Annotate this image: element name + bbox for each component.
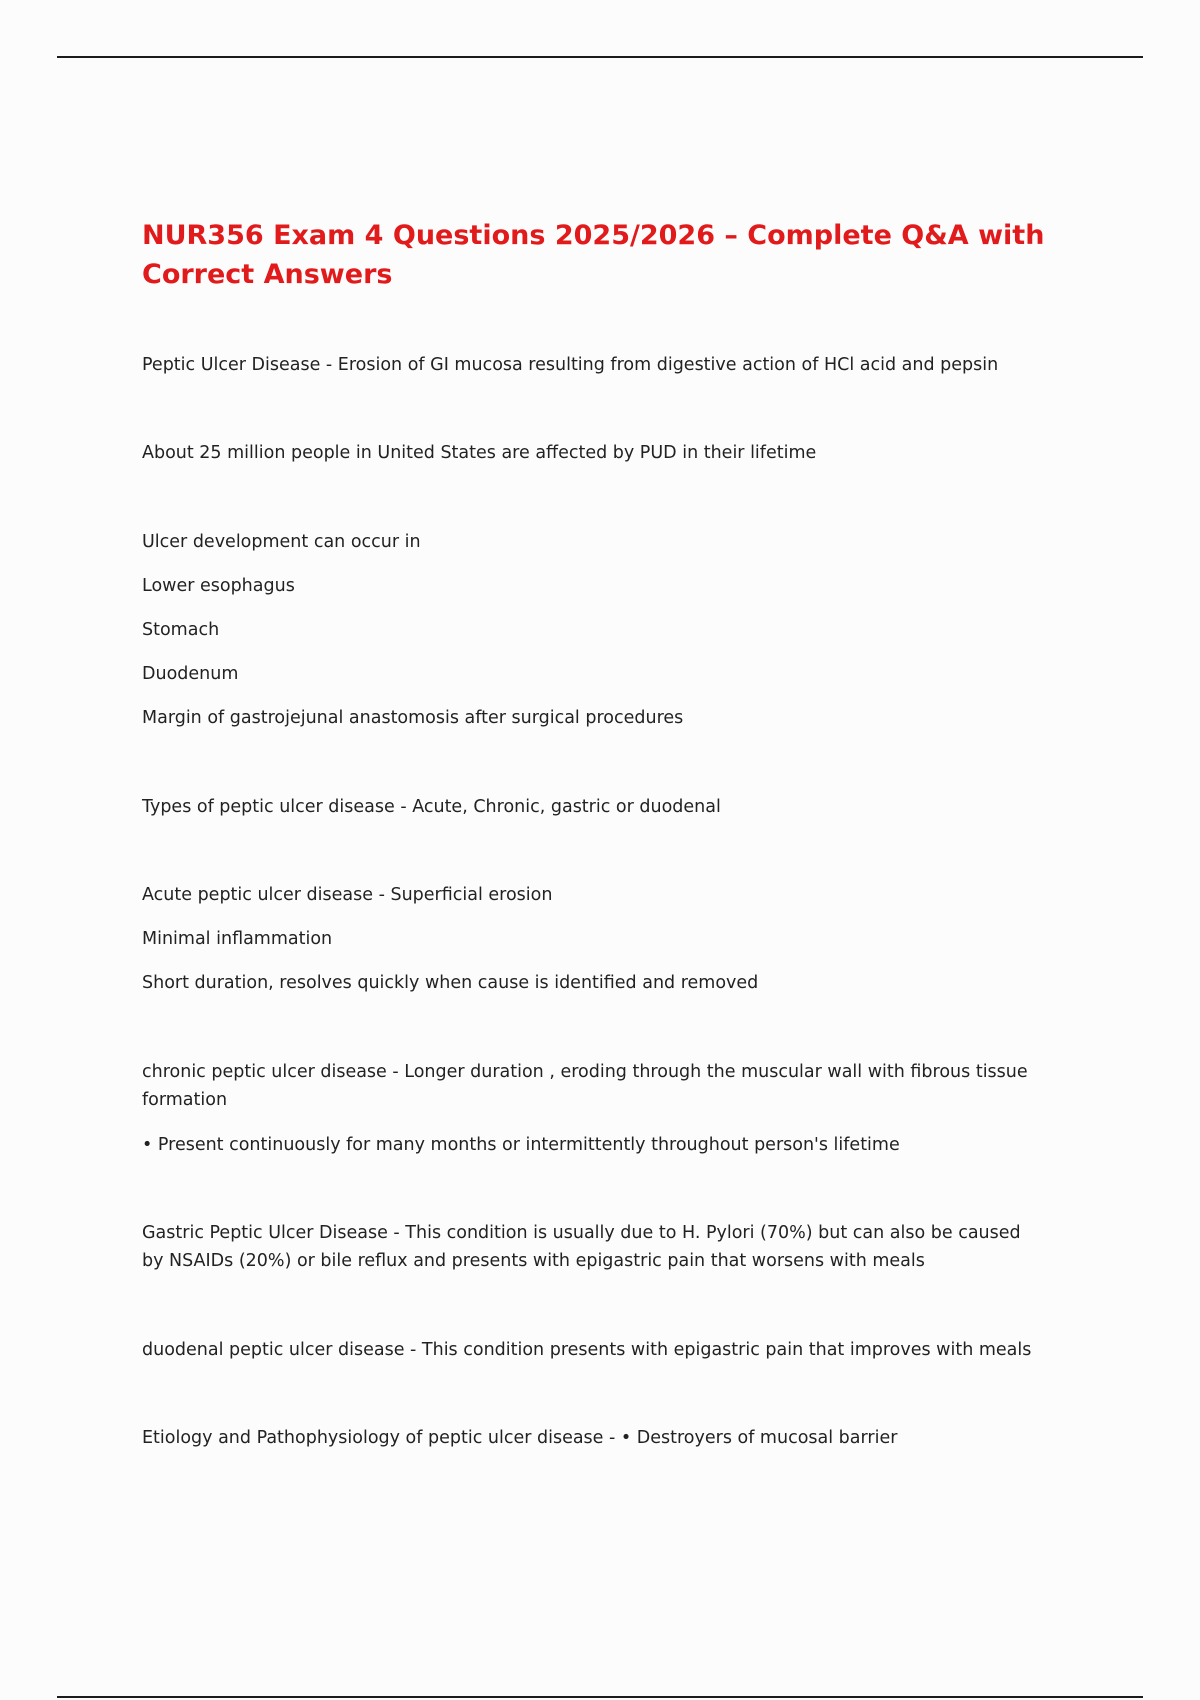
qa-list-item: Minimal inflammation [142,929,333,949]
qa-ulcer-development: Ulcer development can occur in [142,532,421,552]
qa-list-item: Stomach [142,620,220,640]
qa-etiology-pud: Etiology and Pathophysiology of peptic ulcer disease - • Destroyers of mucosal barrier [142,1428,898,1448]
bottom-divider [57,1696,1143,1698]
document-title: NUR356 Exam 4 Questions 2025/2026 – Complete Q&A with Correct Answers [142,220,1045,290]
qa-list-item: Duodenum [142,664,239,684]
top-divider [57,56,1143,58]
qa-duodenal-pud: duodenal peptic ulcer disease - This condition presents with epigastric pain that improves with meals [142,1340,1032,1360]
qa-list-item: Margin of gastrojejunal anastomosis after surgical procedures [142,708,684,728]
qa-peptic-ulcer-disease: Peptic Ulcer Disease - Erosion of GI mucosa resulting from digestive action of HCl acid and pepsin [142,355,999,375]
qa-gastric-pud: Gastric Peptic Ulcer Disease - This condition is usually due to H. Pylori (70%) but can also be caused by NSAIDs (20%) or bile reflux and presents with epigastric pain that worsens with meals [142,1223,1021,1271]
qa-list-item: • Present continuously for many months or intermittently throughout person's lifetime [142,1135,900,1155]
qa-chronic-pud: chronic peptic ulcer disease - Longer duration , eroding through the muscular wall with fibrous tissue formation [142,1062,1028,1110]
qa-list-item: Short duration, resolves quickly when cause is identified and removed [142,973,759,993]
qa-types-of-pud: Types of peptic ulcer disease - Acute, Chronic, gastric or duodenal [142,797,721,817]
qa-list-item: Lower esophagus [142,576,295,596]
qa-pud-statistic: About 25 million people in United States are affected by PUD in their lifetime [142,443,817,463]
qa-acute-pud: Acute peptic ulcer disease - Superficial erosion [142,885,553,905]
